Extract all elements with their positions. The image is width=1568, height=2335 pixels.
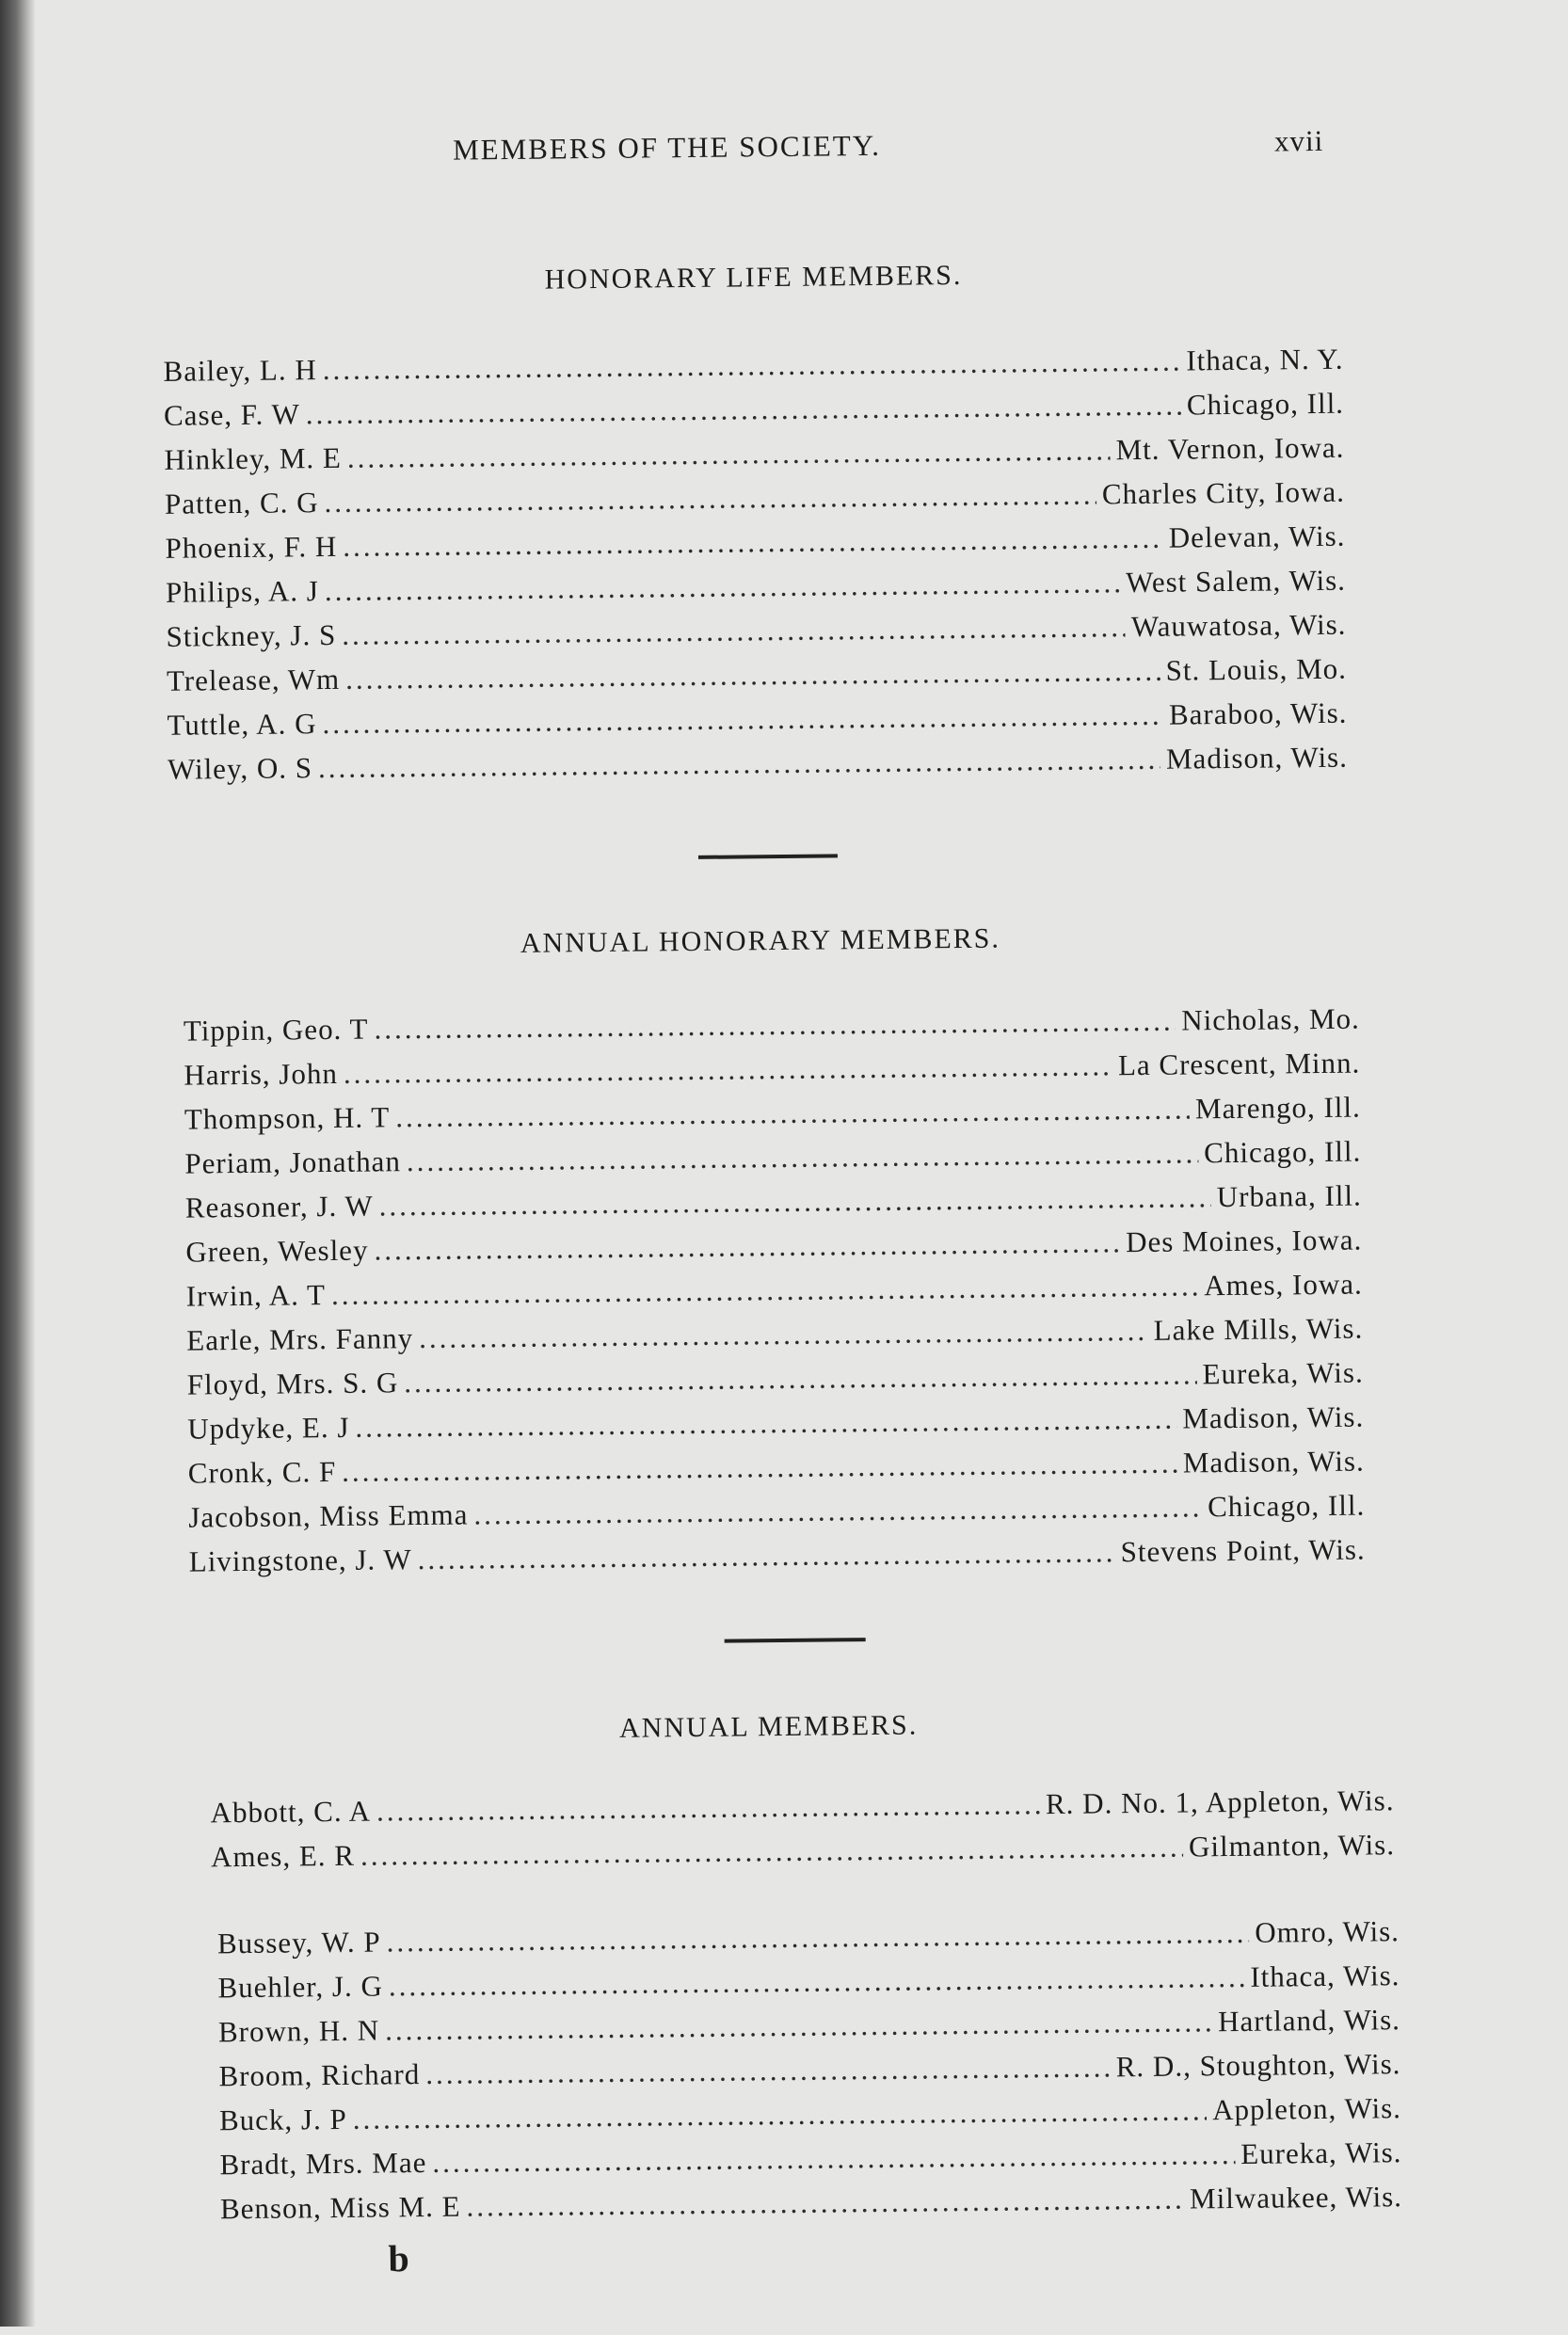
running-title: MEMBERS OF THE SOCIETY. bbox=[452, 128, 882, 167]
member-name: Benson, Miss M. E bbox=[219, 2189, 461, 2226]
member-name: Stickney, J. S bbox=[166, 617, 337, 653]
member-name: Earle, Mrs. Fanny bbox=[186, 1321, 414, 1357]
member-name: Livingstone, J. W bbox=[188, 1543, 412, 1578]
member-name: Tippin, Geo. T bbox=[183, 1012, 369, 1048]
member-name: Buck, J. P bbox=[218, 2102, 347, 2137]
dot-leader bbox=[419, 1314, 1148, 1355]
member-place: Urbana, Ill. bbox=[1216, 1178, 1362, 1214]
member-place: West Salem, Wis. bbox=[1125, 563, 1347, 600]
member-name: Jacobson, Miss Emma bbox=[188, 1497, 469, 1534]
annual-members-list-b bbox=[217, 1914, 1402, 2236]
dot-leader bbox=[342, 610, 1126, 652]
member-name: Cronk, C. F bbox=[187, 1454, 337, 1490]
member-place: Madison, Wis. bbox=[1165, 740, 1349, 776]
dot-leader bbox=[345, 654, 1160, 696]
member-name: Trelease, Wm bbox=[166, 662, 341, 697]
member-place: Wauwatosa, Wis. bbox=[1130, 607, 1347, 644]
member-place: Madison, Wis. bbox=[1182, 1444, 1365, 1479]
member-name: Floyd, Mrs. S. G bbox=[186, 1366, 399, 1401]
member-name: Phoenix, F. H bbox=[165, 529, 338, 565]
member-name: Broom, Richard bbox=[218, 2057, 421, 2093]
member-place: Hartland, Wis. bbox=[1217, 2003, 1401, 2039]
member-place: Chicago, Ill. bbox=[1203, 1134, 1362, 1170]
member-place: Chicago, Ill. bbox=[1207, 1488, 1366, 1524]
member-place: Chicago, Ill. bbox=[1186, 386, 1345, 422]
member-name: Ames, E. R bbox=[210, 1838, 356, 1874]
member-place: Mt. Vernon, Iowa. bbox=[1115, 430, 1345, 467]
member-name: Bussey, W. P bbox=[216, 1925, 381, 1960]
member-name: Case, F. W bbox=[163, 397, 300, 432]
dot-leader bbox=[432, 2137, 1235, 2180]
section-divider bbox=[698, 854, 838, 859]
member-name: Bradt, Mrs. Mae bbox=[219, 2146, 427, 2182]
dot-leader bbox=[466, 2183, 1184, 2224]
dot-leader bbox=[360, 1831, 1183, 1873]
dot-leader bbox=[323, 344, 1181, 388]
member-place: St. Louis, Mo. bbox=[1165, 651, 1348, 687]
signature-mark: b bbox=[388, 2237, 410, 2280]
member-place: Delevan, Wis. bbox=[1168, 519, 1346, 554]
dot-leader bbox=[324, 477, 1096, 520]
member-place: Des Moines, Iowa. bbox=[1125, 1223, 1363, 1259]
section-heading-annual-honorary: ANNUAL HONORARY MEMBERS. bbox=[520, 922, 1001, 959]
member-name: Philips, A. J bbox=[165, 574, 320, 609]
dot-leader bbox=[376, 1787, 1040, 1828]
member-name: Reasoner, J. W bbox=[184, 1189, 374, 1224]
dot-leader bbox=[395, 1092, 1190, 1134]
section-divider bbox=[725, 1638, 866, 1643]
member-name: Irwin, A. T bbox=[185, 1278, 327, 1313]
dot-leader bbox=[473, 1490, 1202, 1531]
dot-leader bbox=[417, 1535, 1114, 1576]
member-place: Gilmanton, Wis. bbox=[1188, 1828, 1396, 1863]
dot-leader bbox=[374, 1225, 1120, 1267]
member-name: Patten, C. G bbox=[164, 486, 319, 520]
member-name: Thompson, H. T bbox=[184, 1100, 391, 1136]
member-name: Hinkley, M. E bbox=[164, 440, 343, 476]
dot-leader bbox=[343, 521, 1163, 564]
member-place: Stevens Point, Wis. bbox=[1120, 1532, 1366, 1569]
member-place: La Crescent, Minn. bbox=[1117, 1046, 1361, 1082]
member-name: Tuttle, A. G bbox=[167, 707, 317, 742]
member-place: Milwaukee, Wis. bbox=[1189, 2180, 1403, 2215]
member-place: Ames, Iowa. bbox=[1204, 1267, 1363, 1303]
member-name: Green, Wesley bbox=[185, 1233, 369, 1269]
member-name: Periam, Jonathan bbox=[184, 1144, 402, 1180]
member-place: Lake Mills, Wis. bbox=[1153, 1311, 1364, 1347]
dot-leader bbox=[425, 2050, 1111, 2091]
member-place: Omro, Wis. bbox=[1255, 1914, 1400, 1949]
member-place: Baraboo, Wis. bbox=[1168, 696, 1348, 731]
running-head bbox=[0, 121, 1558, 175]
member-place: R. D. No. 1, Appleton, Wis. bbox=[1045, 1783, 1395, 1821]
dot-leader bbox=[325, 566, 1121, 608]
dot-leader bbox=[407, 1136, 1199, 1178]
member-place: Nicholas, Mo. bbox=[1181, 1001, 1360, 1037]
dot-leader bbox=[344, 1048, 1112, 1091]
member-place: R. D., Stoughton, Wis. bbox=[1115, 2047, 1401, 2084]
member-name: Updyke, E. J bbox=[187, 1410, 350, 1446]
dot-leader bbox=[404, 1357, 1197, 1399]
dot-leader bbox=[374, 1004, 1176, 1047]
member-name: Buehler, J. G bbox=[217, 1969, 384, 2005]
member-place: Marengo, Ill. bbox=[1194, 1090, 1361, 1126]
member-name: Bailey, L. H bbox=[163, 353, 317, 388]
member-place: Ithaca, Wis. bbox=[1250, 1959, 1400, 1993]
member-place: Ithaca, N. Y. bbox=[1186, 342, 1344, 377]
member-place: Charles City, Iowa. bbox=[1101, 474, 1346, 511]
member-place: Appleton, Wis. bbox=[1211, 2091, 1402, 2127]
member-place: Eureka, Wis. bbox=[1202, 1355, 1364, 1391]
annual-members-list-a bbox=[210, 1783, 1395, 1884]
member-name: Brown, H. N bbox=[217, 2013, 380, 2049]
page-number: xvii bbox=[1273, 123, 1324, 158]
section-heading-annual: ANNUAL MEMBERS. bbox=[618, 1709, 919, 1744]
dot-leader bbox=[386, 1916, 1249, 1959]
member-place: Eureka, Wis. bbox=[1240, 2135, 1402, 2170]
section-heading-honorary-life: HONORARY LIFE MEMBERS. bbox=[544, 259, 963, 296]
honorary-life-members-list bbox=[163, 343, 1348, 797]
member-name: Wiley, O. S bbox=[167, 751, 313, 786]
member-name: Harris, John bbox=[184, 1056, 339, 1092]
member-name: Abbott, C. A bbox=[210, 1794, 372, 1830]
member-place: Madison, Wis. bbox=[1182, 1399, 1365, 1435]
annual-honorary-members-list bbox=[184, 1002, 1366, 1590]
dot-leader bbox=[347, 433, 1111, 474]
